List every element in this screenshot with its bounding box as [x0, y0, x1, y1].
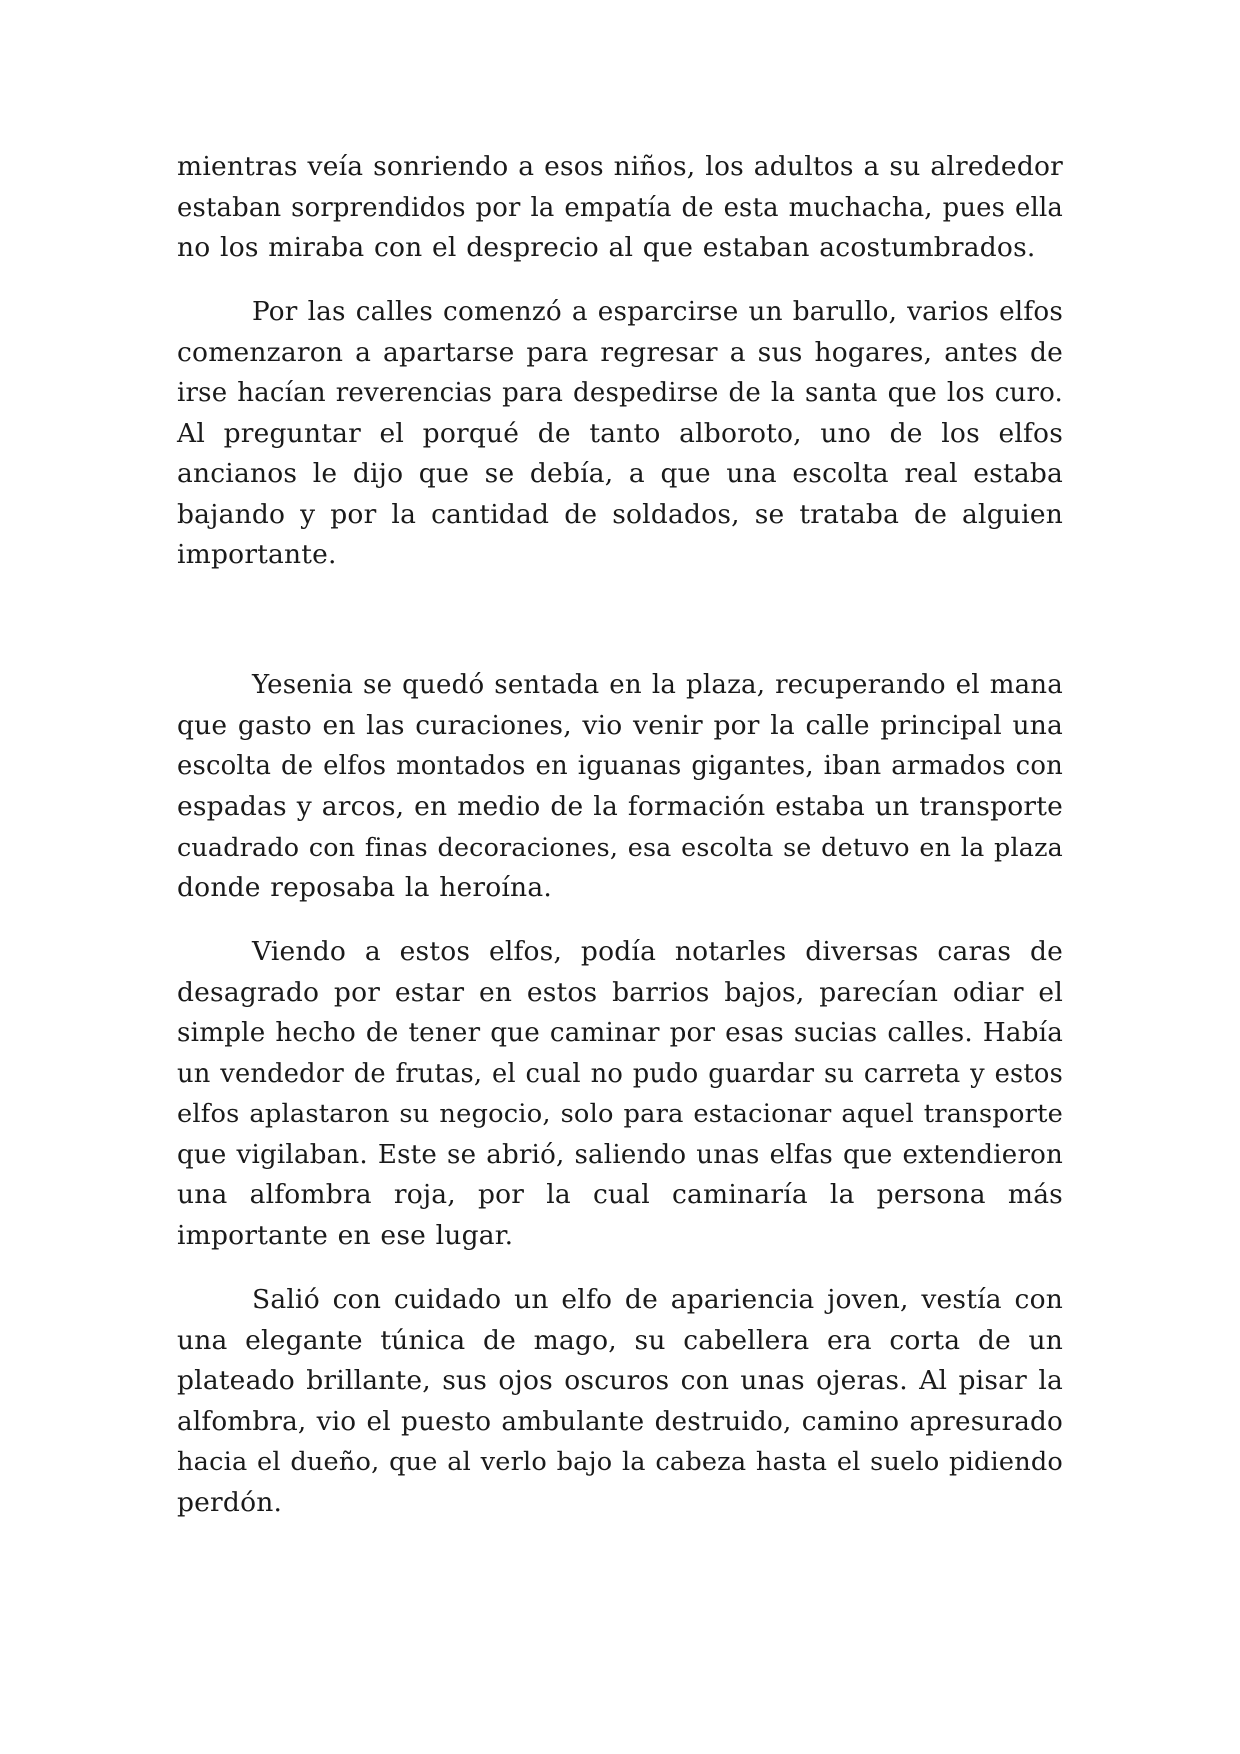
paragraph-line: Yesenia se quedó sentada en la plaza, recuperando el mana	[252, 670, 1063, 700]
paragraph-line: escolta de elfos montados en iguanas gigantes, iban armados con	[177, 751, 1063, 781]
paragraph-line: no los miraba con el desprecio al que estaban acostumbrados.	[177, 232, 1036, 263]
paragraph-line: elfos aplastaron su negocio, solo para estacionar aquel transporte	[177, 1099, 1063, 1129]
paragraph-line: estaban sorprendidos por la empatía de esta muchacha, pues ella	[177, 192, 1063, 223]
paragraph-line: espadas y arcos, en medio de la formación estaba un transporte	[177, 790, 1063, 822]
paragraph-line: simple hecho de tener que caminar por esas sucias calles. Había	[177, 1018, 1063, 1048]
paragraph-line: un vendedor de frutas, el cual no pudo guardar su carreta y estos	[177, 1058, 1063, 1089]
paragraph-line: donde reposaba la heroína.	[177, 871, 552, 903]
paragraph-line: plateado brillante, sus ojos oscuros con unas ojeras. Al pisar la	[177, 1365, 1063, 1396]
paragraph-line: Viendo a estos elfos, podía notarles diversas caras de	[252, 936, 1063, 967]
paragraph-line: que gasto en las curaciones, vio venir por la calle principal una	[177, 709, 1063, 741]
paragraph-line: importante.	[177, 539, 337, 570]
paragraph-line: ancianos le dijo que se debía, a que una escolta real estaba	[177, 458, 1063, 489]
paragraph-line: mientras veía sonriendo a esos niños, los adultos a su alrededor	[177, 151, 1063, 182]
paragraph-line: desagrado por estar en estos barrios bajos, parecían odiar el	[177, 976, 1063, 1008]
paragraph-1	[177, 147, 1063, 269]
paragraph-4	[177, 932, 1063, 1256]
paragraph-line: una alfombra roja, por la cual caminaría la persona más	[177, 1179, 1063, 1210]
paragraph-line: alfombra, vio el puesto ambulante destruido, camino apresurado	[177, 1406, 1063, 1437]
paragraph-5	[177, 1280, 1063, 1523]
paragraph-line: Salió con cuidado un elfo de apariencia joven, vestía con	[252, 1284, 1063, 1315]
paragraph-line: irse hacían reverencias para despedirse de la santa que los curo.	[177, 378, 1063, 408]
paragraph-line: una elegante túnica de mago, su cabellera era corta de un	[177, 1324, 1063, 1356]
paragraph-2	[177, 292, 1063, 576]
paragraph-line: hacia el dueño, que al verlo bajo la cabeza hasta el suelo pidiendo	[177, 1447, 1063, 1477]
paragraph-line: cuadrado con finas decoraciones, esa escolta se detuvo en la plaza	[177, 832, 1063, 862]
paragraph-line: perdón.	[177, 1486, 283, 1518]
paragraph-line: importante en ese lugar.	[177, 1219, 514, 1251]
paragraph-line: que vigilaban. Este se abrió, saliendo unas elfas que extendieron	[177, 1139, 1063, 1170]
paragraph-3	[177, 665, 1063, 908]
paragraph-line: Al preguntar el porqué de tanto alboroto, uno de los elfos	[177, 417, 1063, 449]
paragraph-line: Por las calles comenzó a esparcirse un barullo, varios elfos	[252, 297, 1063, 327]
paragraph-line: bajando y por la cantidad de soldados, se trataba de alguien	[177, 498, 1063, 530]
paragraph-line: comenzaron a apartarse para regresar a sus hogares, antes de	[177, 336, 1063, 368]
